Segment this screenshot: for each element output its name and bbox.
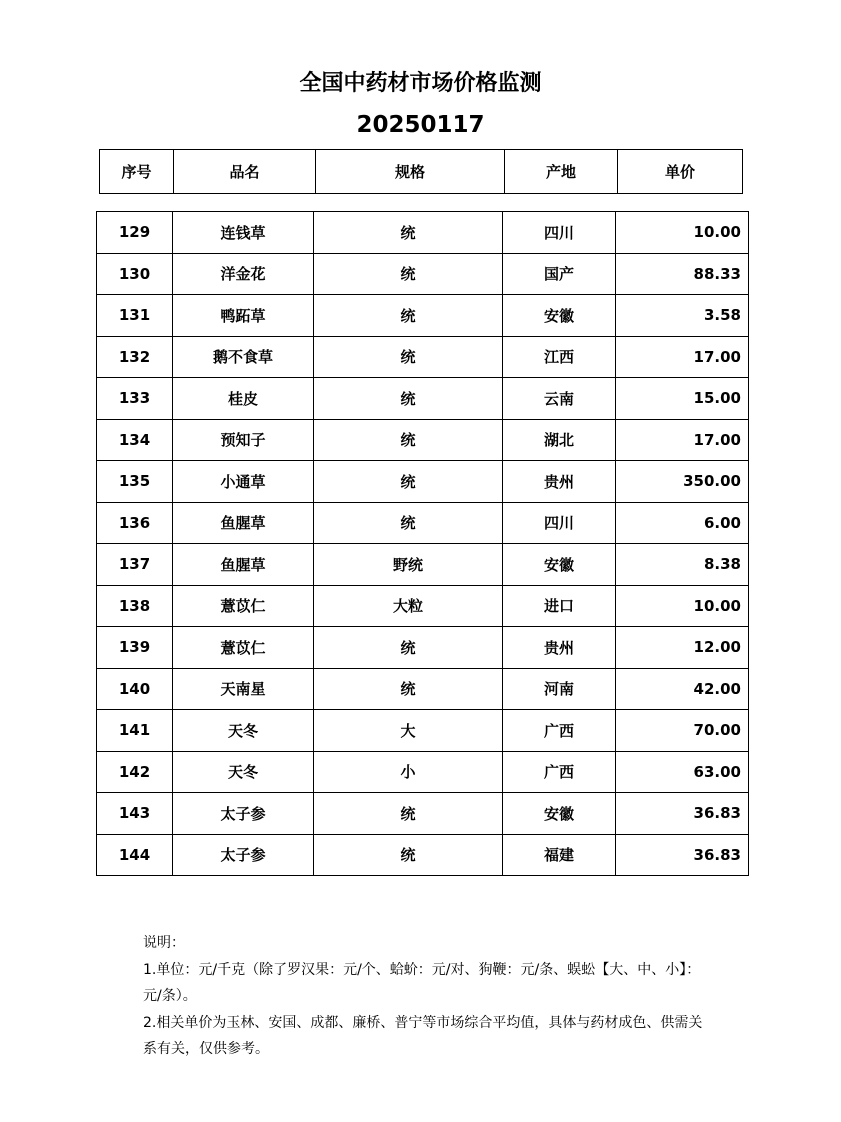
cell-no: 131: [97, 295, 173, 337]
cell-spec: 小: [314, 751, 503, 793]
cell-no: 144: [97, 834, 173, 876]
cell-no: 134: [97, 419, 173, 461]
cell-spec: 统: [314, 253, 503, 295]
cell-origin: 贵州: [503, 461, 616, 503]
cell-spec: 野统: [314, 544, 503, 586]
cell-origin: 四川: [503, 212, 616, 254]
notes: [143, 930, 713, 1063]
cell-no: 140: [97, 668, 173, 710]
cell-price: 3.58: [616, 295, 749, 337]
notes-line-1: 1.单位：元/千克（除了罗汉果：元/个、蛤蚧：元/对、狗鞭：元/条、蜈蚣【大、中、小】：元/条）。: [143, 961, 701, 1004]
page-title: 全国中药材市场价格监测: [299, 71, 542, 96]
cell-spec: 统: [314, 793, 503, 835]
cell-price: 36.83: [616, 834, 749, 876]
table-row: [97, 544, 749, 586]
table-row: [97, 710, 749, 752]
cell-price: 8.38: [616, 544, 749, 586]
cell-price: 12.00: [616, 627, 749, 669]
cell-name: 鱼腥草: [173, 544, 314, 586]
header-name: 品名: [174, 150, 316, 194]
report-date: 20250117: [356, 112, 485, 138]
cell-spec: 大粒: [314, 585, 503, 627]
cell-no: 142: [97, 751, 173, 793]
table-header: [99, 149, 743, 194]
cell-spec: 大: [314, 710, 503, 752]
cell-no: 138: [97, 585, 173, 627]
cell-origin: 广西: [503, 751, 616, 793]
cell-origin: 云南: [503, 378, 616, 420]
table-row: [97, 793, 749, 835]
cell-origin: 广西: [503, 710, 616, 752]
cell-name: 鱼腥草: [173, 502, 314, 544]
notes-line-2: 2.相关单价为玉林、安国、成都、廉桥、普宁等市场综合平均值，具体与药材成色、供需关系有关，仅供参考。: [143, 1014, 703, 1057]
cell-price: 15.00: [616, 378, 749, 420]
table-row: [97, 378, 749, 420]
cell-origin: 安徽: [503, 793, 616, 835]
cell-price: 36.83: [616, 793, 749, 835]
cell-no: 141: [97, 710, 173, 752]
cell-name: 太子参: [173, 793, 314, 835]
cell-price: 350.00: [616, 461, 749, 503]
cell-no: 137: [97, 544, 173, 586]
header-origin: 产地: [505, 150, 618, 194]
cell-origin: 福建: [503, 834, 616, 876]
cell-no: 139: [97, 627, 173, 669]
cell-spec: 统: [314, 834, 503, 876]
cell-spec: 统: [314, 336, 503, 378]
cell-origin: 贵州: [503, 627, 616, 669]
table-row: [97, 336, 749, 378]
cell-no: 130: [97, 253, 173, 295]
notes-heading: 说明：: [143, 935, 185, 951]
cell-spec: 统: [314, 295, 503, 337]
table-row: [97, 834, 749, 876]
cell-price: 17.00: [616, 419, 749, 461]
cell-name: 鹅不食草: [173, 336, 314, 378]
cell-spec: 统: [314, 627, 503, 669]
cell-origin: 安徽: [503, 544, 616, 586]
cell-spec: 统: [314, 668, 503, 710]
cell-spec: 统: [314, 461, 503, 503]
cell-origin: 江西: [503, 336, 616, 378]
cell-name: 天冬: [173, 710, 314, 752]
header-no: 序号: [100, 150, 174, 194]
table-row: [97, 419, 749, 461]
cell-price: 10.00: [616, 212, 749, 254]
cell-origin: 湖北: [503, 419, 616, 461]
cell-name: 天南星: [173, 668, 314, 710]
table-row: [97, 668, 749, 710]
cell-price: 42.00: [616, 668, 749, 710]
cell-price: 10.00: [616, 585, 749, 627]
cell-origin: 四川: [503, 502, 616, 544]
cell-origin: 河南: [503, 668, 616, 710]
cell-origin: 进口: [503, 585, 616, 627]
table-row: [97, 253, 749, 295]
table-row: [97, 585, 749, 627]
table-row: [97, 295, 749, 337]
header-price: 单价: [618, 150, 743, 194]
table-row: [97, 751, 749, 793]
cell-name: 预知子: [173, 419, 314, 461]
table-row: [97, 461, 749, 503]
cell-origin: 国产: [503, 253, 616, 295]
cell-spec: 统: [314, 419, 503, 461]
table-row: [97, 212, 749, 254]
cell-name: 太子参: [173, 834, 314, 876]
cell-price: 63.00: [616, 751, 749, 793]
cell-no: 132: [97, 336, 173, 378]
cell-no: 129: [97, 212, 173, 254]
cell-name: 连钱草: [173, 212, 314, 254]
price-table: [96, 211, 749, 876]
cell-price: 70.00: [616, 710, 749, 752]
cell-name: 鸭跖草: [173, 295, 314, 337]
cell-name: 桂皮: [173, 378, 314, 420]
cell-price: 17.00: [616, 336, 749, 378]
header-spec: 规格: [316, 150, 505, 194]
cell-origin: 安徽: [503, 295, 616, 337]
cell-name: 天冬: [173, 751, 314, 793]
cell-no: 143: [97, 793, 173, 835]
cell-name: 薏苡仁: [173, 627, 314, 669]
table-row: [97, 627, 749, 669]
cell-spec: 统: [314, 378, 503, 420]
cell-price: 88.33: [616, 253, 749, 295]
cell-spec: 统: [314, 212, 503, 254]
cell-spec: 统: [314, 502, 503, 544]
cell-no: 133: [97, 378, 173, 420]
cell-name: 洋金花: [173, 253, 314, 295]
cell-price: 6.00: [616, 502, 749, 544]
cell-name: 小通草: [173, 461, 314, 503]
cell-name: 薏苡仁: [173, 585, 314, 627]
cell-no: 135: [97, 461, 173, 503]
cell-no: 136: [97, 502, 173, 544]
table-row: [97, 502, 749, 544]
